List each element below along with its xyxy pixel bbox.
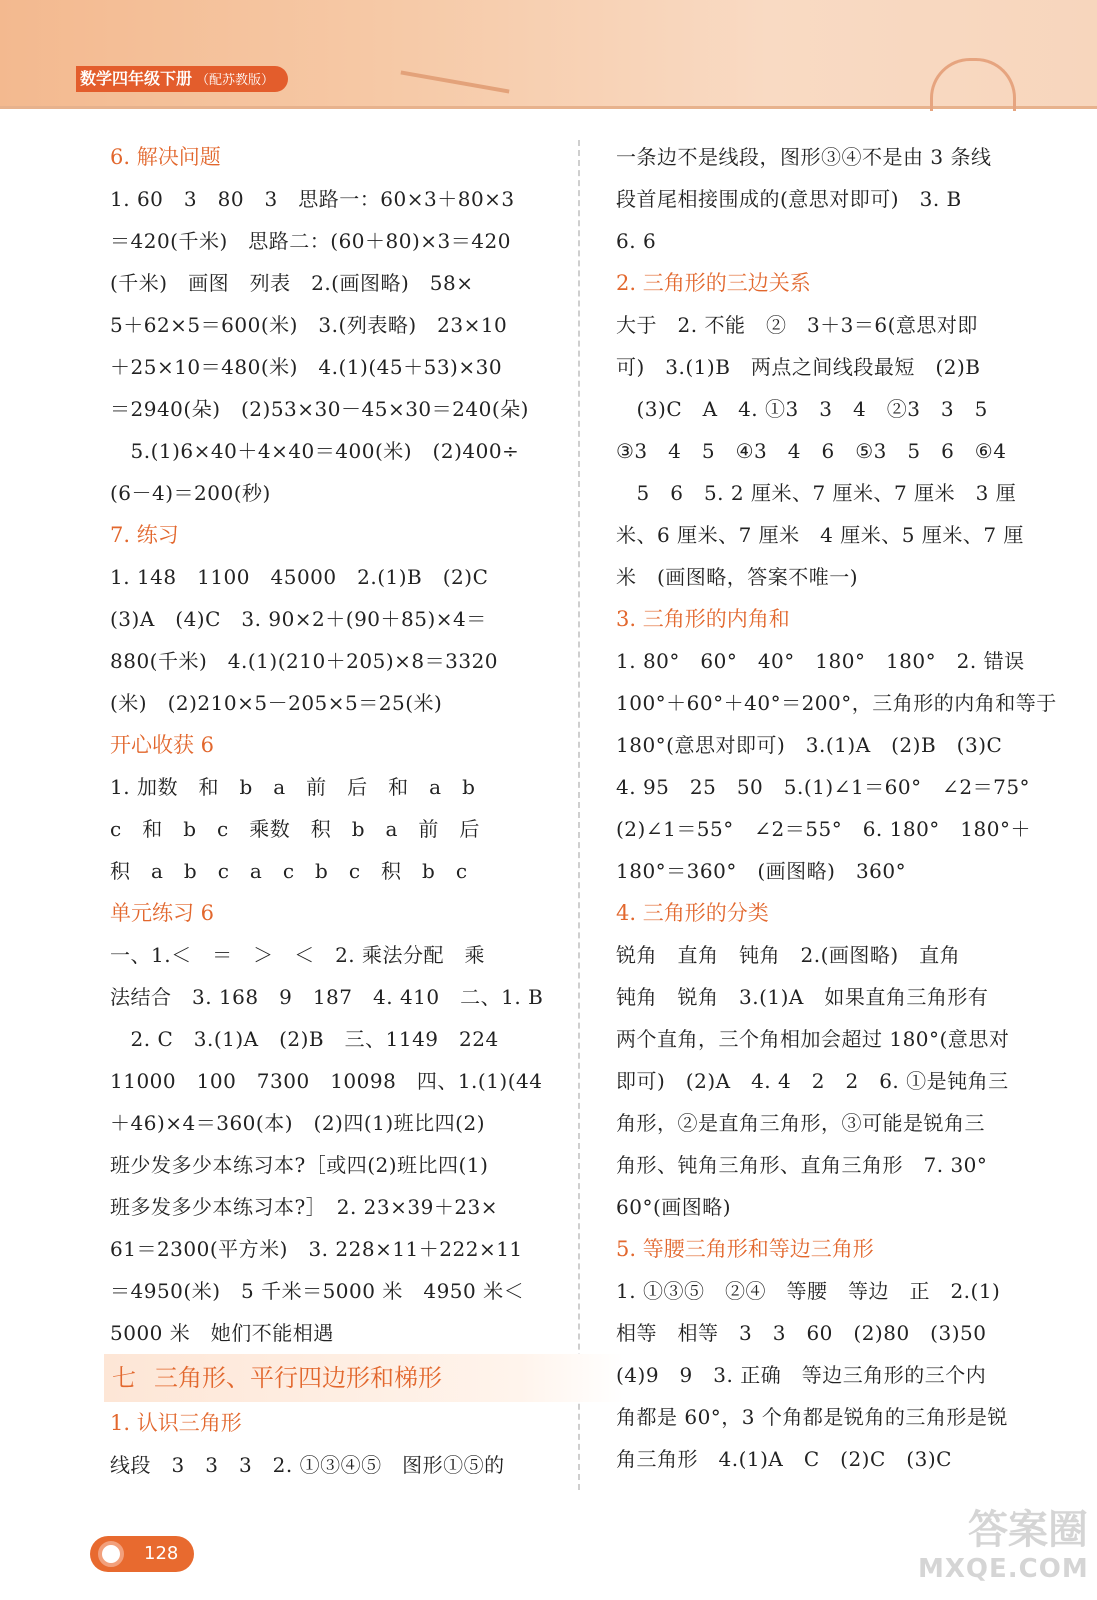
answer-line: 角形，②是直角三角形，③可能是锐角三 bbox=[616, 1111, 985, 1135]
answer-line: 班多发多少本练习本?］ 2. 23×39＋23× bbox=[110, 1195, 499, 1219]
book-title: 数学四年级下册 bbox=[80, 69, 193, 88]
answer-line: 米 (画图略，答案不唯一) bbox=[616, 565, 859, 589]
answer-line: 大于 2. 不能 ② 3＋3＝6(意思对即 bbox=[616, 313, 978, 337]
answer-line: 相等 相等 3 3 60 (2)80 (3)50 bbox=[616, 1321, 987, 1345]
answer-line: 4. 95 25 50 5.(1)∠1＝60° ∠2＝75° bbox=[616, 775, 1031, 799]
answer-line: 2. C 3.(1)A (2)B 三、1149 224 bbox=[110, 1027, 499, 1051]
answer-line: 积 a b c a c b c 积 b c bbox=[110, 859, 468, 883]
answer-line: 61＝2300(平方米) 3. 228×11＋222×11 bbox=[110, 1237, 523, 1261]
answer-line: 11000 100 7300 10098 四、1.(1)(44 bbox=[110, 1069, 543, 1093]
answer-line: ＝420(千米) 思路二：(60＋80)×3＝420 bbox=[110, 229, 511, 253]
page-number-badge bbox=[90, 1536, 194, 1572]
section-heading: 5. 等腰三角形和等边三角形 bbox=[616, 1237, 874, 1261]
answer-line: 一条边不是线段，图形③④不是由 3 条线 bbox=[616, 145, 992, 169]
answer-line: 钝角 锐角 3.(1)A 如果直角三角形有 bbox=[616, 985, 989, 1009]
answer-line: 段首尾相接围成的(意思对即可) 3. B bbox=[616, 187, 962, 211]
chapter-number: 七 bbox=[112, 1364, 136, 1392]
page-number: 128 bbox=[144, 1543, 179, 1564]
answer-line: 1. 148 1100 45000 2.(1)B (2)C bbox=[110, 565, 489, 589]
watermark-logo: 答案圈 bbox=[968, 1507, 1088, 1553]
answer-line: 180°＝360° (画图略) 360° bbox=[616, 859, 907, 883]
section-heading: 3. 三角形的内角和 bbox=[616, 607, 790, 631]
watermark bbox=[918, 1506, 1088, 1592]
page-ring-icon bbox=[98, 1541, 124, 1567]
answer-line: 5 6 5. 2 厘米、7 厘米、7 厘米 3 厘 bbox=[616, 481, 1017, 505]
section-heading: 1. 认识三角形 bbox=[110, 1411, 242, 1435]
answer-line: ③3 4 5 ④3 4 6 ⑤3 5 6 ⑥4 bbox=[616, 439, 1007, 463]
answer-line: 1. ①③⑤ ②④ 等腰 等边 正 2.(1) bbox=[616, 1279, 1001, 1303]
answer-line: ＝2940(朵) (2)53×30－45×30＝240(朵) bbox=[110, 397, 529, 421]
answer-line: ＝4950(米) 5 千米＝5000 米 4950 米＜ bbox=[110, 1279, 525, 1303]
answer-line: 5.(1)6×40＋4×40＝400(米) (2)400÷ bbox=[110, 439, 520, 463]
answer-line: 100°＋60°＋40°＝200°，三角形的内角和等于 bbox=[616, 691, 1057, 715]
answer-line: 一、1.＜ ＝ ＞ ＜ 2. 乘法分配 乘 bbox=[110, 943, 486, 967]
section-heading: 2. 三角形的三边关系 bbox=[616, 271, 811, 295]
answer-line: 5＋62×5＝600(米) 3.(列表略) 23×10 bbox=[110, 313, 508, 337]
answer-line: 1. 60 3 80 3 思路一：60×3＋80×3 bbox=[110, 187, 515, 211]
answer-line: 角形、钝角三角形、直角三角形 7. 30° bbox=[616, 1153, 988, 1177]
answer-line: 60°(画图略) bbox=[616, 1195, 732, 1219]
answer-line: 线段 3 3 3 2. ①③④⑤ 图形①⑤的 bbox=[110, 1453, 505, 1477]
answer-line: ＋25×10＝480(米) 4.(1)(45＋53)×30 bbox=[110, 355, 503, 379]
watermark-site: MXQE.COM bbox=[918, 1554, 1089, 1584]
book-title-tag bbox=[76, 66, 288, 92]
book-edition: （配苏教版） bbox=[196, 73, 275, 88]
answer-line: 法结合 3. 168 9 187 4. 410 二、1. B bbox=[110, 985, 544, 1009]
section-heading: 单元练习 6 bbox=[110, 901, 215, 925]
answer-line: 1. 80° 60° 40° 180° 180° 2. 错误 bbox=[616, 649, 1025, 673]
answer-line: 角三角形 4.(1)A C (2)C (3)C bbox=[616, 1447, 952, 1471]
answer-line: 880(千米) 4.(1)(210＋205)×8＝3320 bbox=[110, 649, 499, 673]
section-heading: 4. 三角形的分类 bbox=[616, 901, 769, 925]
right-column bbox=[616, 136, 1056, 1480]
chapter-heading bbox=[104, 1354, 624, 1402]
answer-line: 班少发多少本练习本?［或四(2)班比四(1) bbox=[110, 1153, 489, 1177]
answer-line: 两个直角，三个角相加会超过 180°(意思对 bbox=[616, 1027, 1010, 1051]
left-column bbox=[110, 136, 550, 1486]
section-heading: 开心收获 6 bbox=[110, 733, 215, 757]
answer-line: 角都是 60°，3 个角都是锐角的三角形是锐 bbox=[616, 1405, 1008, 1429]
answer-line: (千米) 画图 列表 2.(画图略) 58× bbox=[110, 271, 474, 295]
answer-line: (3)A (4)C 3. 90×2＋(90＋85)×4＝ bbox=[110, 607, 487, 631]
column-divider bbox=[578, 140, 580, 1490]
chapter-title: 三角形、平行四边形和梯形 bbox=[154, 1364, 442, 1392]
answer-line: ＋46)×4＝360(本) (2)四(1)班比四(2) bbox=[110, 1111, 486, 1135]
answer-line: (2)∠1＝55° ∠2＝55° 6. 180° 180°＋ bbox=[616, 817, 1031, 841]
answer-line: (3)C A 4. ①3 3 4 ②3 3 5 bbox=[616, 397, 988, 421]
answer-line: 180°(意思对即可) 3.(1)A (2)B (3)C bbox=[616, 733, 1003, 757]
answer-line: 米、6 厘米、7 厘米 4 厘米、5 厘米、7 厘 bbox=[616, 523, 1024, 547]
answer-line: (6－4)＝200(秒) bbox=[110, 481, 271, 505]
section-heading: 6. 解决问题 bbox=[110, 145, 221, 169]
answer-line: 即可) (2)A 4. 4 2 2 6. ①是钝角三 bbox=[616, 1069, 1009, 1093]
answer-line: 可) 3.(1)B 两点之间线段最短 (2)B bbox=[616, 355, 981, 379]
answer-line: c 和 b c 乘数 积 b a 前 后 bbox=[110, 817, 480, 841]
answer-line: (4)9 9 3. 正确 等边三角形的三个内 bbox=[616, 1363, 987, 1387]
answer-line: 5000 米 她们不能相遇 bbox=[110, 1321, 334, 1345]
answer-line: (米) (2)210×5－205×5＝25(米) bbox=[110, 691, 443, 715]
answer-line: 6. 6 bbox=[616, 229, 657, 253]
section-heading: 7. 练习 bbox=[110, 523, 179, 547]
answer-line: 1. 加数 和 b a 前 后 和 a b bbox=[110, 775, 476, 799]
answer-line: 锐角 直角 钝角 2.(画图略) 直角 bbox=[616, 943, 961, 967]
